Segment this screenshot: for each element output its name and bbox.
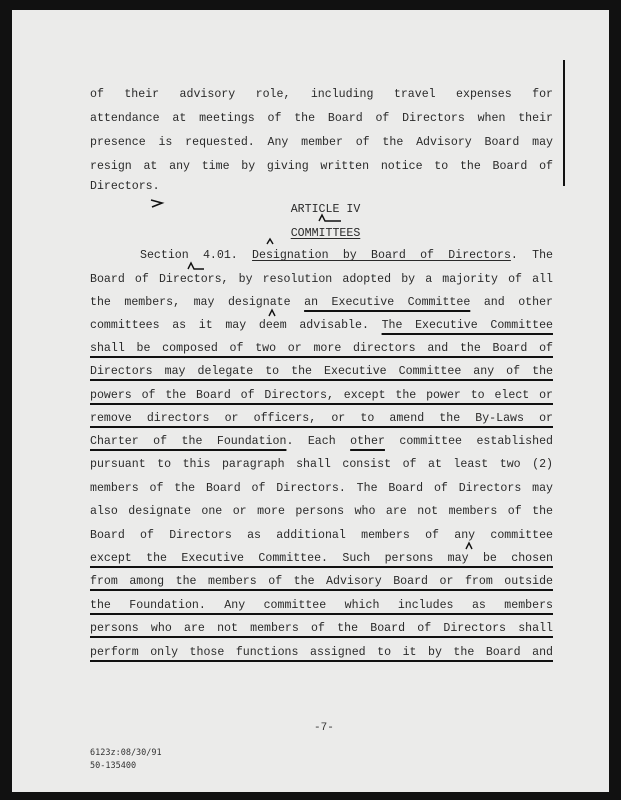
- underlined-text: except the Executive Committee. Such persons may be chosen: [90, 552, 553, 565]
- text-segment: also designate one or more persons who are not members of the: [90, 505, 553, 518]
- document-page: [12, 10, 609, 792]
- text-segment: pursuant to this paragraph shall consist of at least two (2): [90, 458, 553, 471]
- text-segment: Section 4.01.: [140, 249, 253, 262]
- text-line: [90, 136, 553, 150]
- text-segment: committees as it may deem advisable.: [90, 319, 382, 332]
- text-line: [90, 112, 553, 126]
- caret-icon: [187, 262, 205, 270]
- caret-icon: [266, 238, 274, 245]
- footer-doc-number: 50-135400: [90, 761, 137, 771]
- text-line: [90, 482, 553, 496]
- text-line: [90, 88, 553, 102]
- text-segment: Board of Directors as additional members of any committee: [90, 529, 553, 542]
- underlined-text: Directors may delegate to the Executive Committee any of the: [90, 365, 553, 378]
- text-line: [90, 599, 553, 613]
- underlined-text: the Foundation. Any committee which includes as members: [90, 599, 553, 612]
- text-line: [90, 552, 553, 566]
- text-segment: resign at any time by giving written notice to the Board of: [90, 160, 553, 173]
- underlined-text: powers of the Board of Directors, except the power to elect or: [90, 389, 553, 402]
- text-segment: . The: [510, 249, 554, 262]
- text-line: [90, 319, 553, 333]
- caret-icon: [465, 542, 473, 550]
- text-line: [90, 435, 553, 449]
- text-line: [90, 160, 553, 174]
- page-number: -7-: [314, 722, 334, 734]
- text-segment: Directors.: [90, 180, 160, 193]
- text-line: [90, 296, 553, 310]
- underlined-text: persons who are not members of the Board of Directors shall: [90, 622, 553, 635]
- text-line: [90, 412, 553, 426]
- underlined-text: perform only those functions assigned to it by the Board and: [90, 646, 553, 659]
- text-line: [90, 342, 553, 356]
- underlined-text: remove directors or officers, or to amend the By-Laws or: [90, 412, 553, 425]
- text-line: [90, 505, 553, 519]
- text-segment: Designation by Board of Directors: [252, 249, 511, 262]
- text-segment: COMMITTEES: [290, 227, 361, 240]
- text-segment: attendance at meetings of the Board of Directors when their: [90, 112, 553, 125]
- text-line: [90, 622, 553, 636]
- text-segment: the members, may designate: [90, 296, 305, 309]
- text-segment: members of the Board of Directors. The Board of Directors may: [90, 482, 553, 495]
- margin-change-bar: [563, 60, 565, 186]
- text-line: [90, 646, 553, 660]
- underlined-text: The Executive Committee: [381, 319, 553, 332]
- text-segment: Board of Directors, by resolution adopted by a majority of all: [90, 273, 553, 286]
- text-segment: of their advisory role, including travel expenses for: [90, 88, 553, 101]
- caret-icon: [318, 214, 342, 222]
- text-line: [90, 529, 553, 543]
- underlined-text: from among the members of the Advisory Board or from outside: [90, 575, 553, 588]
- text-line: [90, 458, 553, 472]
- text-line: [90, 389, 553, 403]
- underlined-text: Charter of the Foundation: [90, 435, 287, 448]
- text-line: [90, 365, 553, 379]
- underlined-text: other: [350, 435, 385, 448]
- underlined-text: shall be composed of two or more directors and the Board of: [90, 342, 553, 355]
- text-segment: and other: [470, 296, 553, 309]
- text-line: [90, 273, 553, 287]
- text-segment: ARTICLE IV: [290, 203, 361, 216]
- text-line: [212, 227, 439, 241]
- text-segment: . Each: [286, 435, 351, 448]
- text-segment: committee established: [384, 435, 553, 448]
- underlined-text: an Executive Committee: [304, 296, 471, 309]
- text-line: [90, 180, 553, 194]
- text-line: [140, 249, 553, 263]
- footer-code: 6123z:08/30/91: [90, 748, 162, 758]
- text-segment: presence is requested. Any member of the Advisory Board may: [90, 136, 553, 149]
- handwritten-arrow-icon: [150, 198, 164, 208]
- caret-icon: [268, 309, 276, 317]
- text-line: [90, 575, 553, 589]
